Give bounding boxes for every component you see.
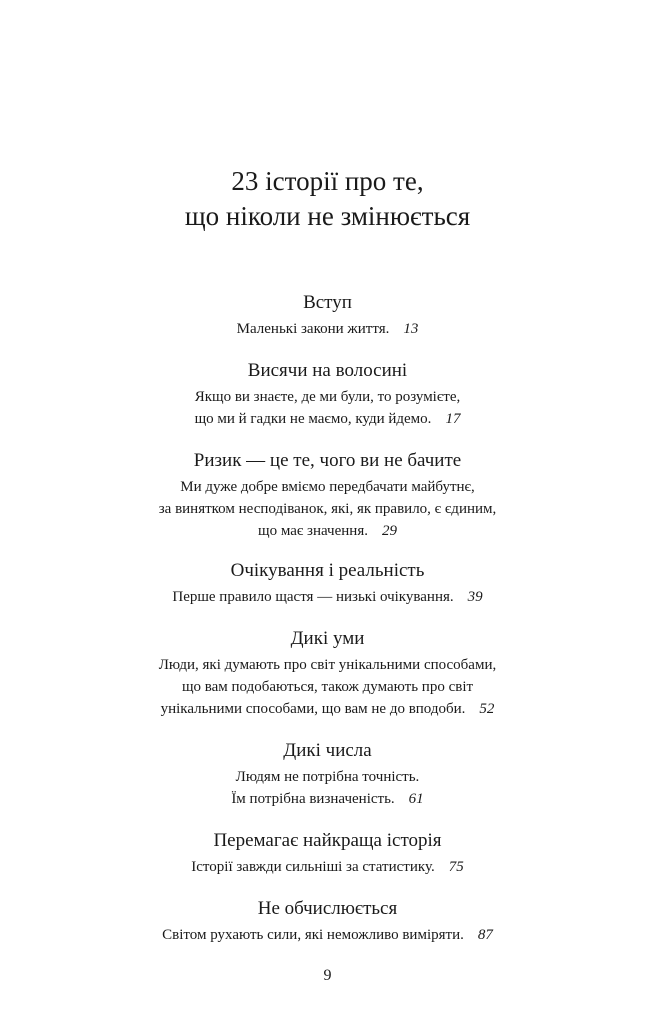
entry-description-line: Маленькі закони життя. 13 — [236, 321, 419, 337]
entry-description-line: Якщо ви знаєте, де ми були, то розумієте, — [194, 389, 461, 405]
entry-title: Дикі числа — [283, 740, 372, 761]
entry-description — [0, 654, 655, 720]
entry-page-ref: 17 — [445, 411, 461, 427]
toc-entry-best-story-wins — [0, 828, 655, 878]
toc-entry-does-not-compute — [0, 896, 655, 946]
toc-entry-wild-minds — [0, 626, 655, 720]
book-title-line-2: що ніколи не змінюється — [184, 201, 471, 231]
page-number: 9 — [323, 967, 332, 984]
entry-title: Дикі уми — [290, 628, 365, 649]
entry-page-ref: 52 — [479, 701, 495, 717]
entry-page-ref: 13 — [403, 321, 419, 337]
entry-title: Висячи на волосині — [247, 360, 408, 381]
entry-description-line: Їм потрібна визначеність. 61 — [231, 791, 424, 807]
toc-entry-expectations — [0, 558, 655, 608]
entry-title: Ризик — це те, чого ви не бачите — [193, 450, 462, 471]
entry-page-ref: 39 — [467, 589, 483, 605]
table-of-contents — [0, 290, 655, 946]
toc-entry-wild-numbers — [0, 738, 655, 810]
entry-description — [0, 318, 655, 340]
entry-page-ref: 75 — [448, 859, 464, 875]
entry-description-line: Історії завжди сильніші за статистику. 75 — [191, 859, 464, 875]
entry-description-line: що ми й гадки не маємо, куди йдемо. 17 — [194, 411, 461, 427]
entry-page-ref: 87 — [477, 927, 493, 943]
entry-page-ref: 61 — [408, 791, 424, 807]
entry-title: Не обчислюється — [257, 898, 398, 919]
entry-description-line: Перше правило щастя — низькі очікування. 39 — [172, 589, 483, 605]
entry-title: Очікування і реальність — [230, 560, 425, 581]
entry-description-line: Ми дуже добре вміємо передбачати майбутнє, — [180, 479, 475, 495]
entry-description-line: що має значення. 29 — [258, 523, 397, 539]
entry-page-ref: 29 — [381, 523, 397, 539]
entry-title: Вступ — [303, 292, 352, 313]
entry-description — [0, 386, 655, 430]
entry-title: Перемагає найкраща історія — [213, 830, 442, 851]
entry-description-line: Людям не потрібна точність. — [235, 769, 420, 785]
entry-description — [0, 856, 655, 878]
toc-entry-risk — [0, 448, 655, 542]
entry-description-line: Люди, які думають про світ унікальними способами, — [158, 657, 497, 673]
entry-description-line: що вам подобаються, також думають про світ — [181, 679, 474, 695]
toc-entry-hanging-by-a-thread — [0, 358, 655, 430]
entry-description — [0, 766, 655, 810]
book-title — [0, 164, 655, 234]
entry-description — [0, 476, 655, 542]
book-title-line-1: 23 історії про те, — [231, 166, 424, 196]
entry-description-line: за винятком несподіванок, які, як правило, є єдиним, — [158, 501, 497, 517]
entry-description-line: Світом рухають сили, які неможливо виміряти. 87 — [162, 927, 493, 943]
entry-description — [0, 586, 655, 608]
entry-description — [0, 924, 655, 946]
entry-description-line: унікальними способами, що вам не до вподоби. 52 — [160, 701, 495, 717]
toc-entry-intro — [0, 290, 655, 340]
